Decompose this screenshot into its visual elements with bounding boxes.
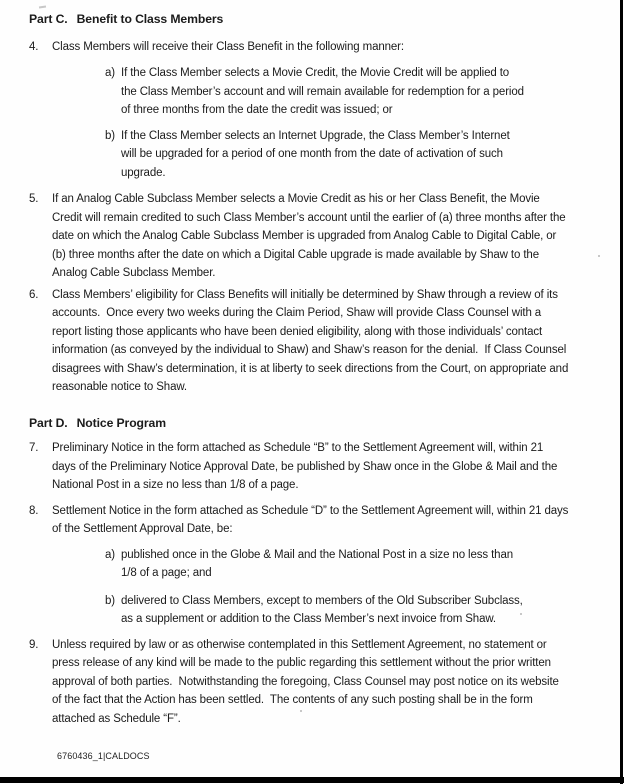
- scan-speckle: [598, 255, 600, 257]
- section-label: Part D.: [29, 415, 68, 430]
- subitem-text: If the Class Member selects an Internet Upgrade, the Class Member’s Internet will be upgraded for a period of one month from the date of activation of such upgrade.: [121, 129, 513, 179]
- paragraph-8: [29, 502, 570, 539]
- scan-speckle: [300, 710, 302, 712]
- subitem-text: delivered to Class Members, except to members of the Old Subscriber Subclass, as a supplement or addition to the Class Member’s next invoice from Shaw.: [121, 594, 526, 625]
- section-label: Part C.: [29, 12, 68, 26]
- subitem-letter: b): [105, 129, 115, 142]
- paragraph-text: Preliminary Notice in the form attached as Schedule “B” to the Settlement Agreement will, within 21 days of the Preliminary Notice Approval Date, be published by Shaw once in the Globe & Mail and the National Post in a size no less than 1/8 of a page.: [52, 442, 561, 491]
- paragraph-7: [29, 439, 570, 495]
- paragraph-number: 5.: [29, 193, 39, 205]
- paragraph-text: Class Members will receive their Class Benefit in the following manner:: [52, 40, 404, 53]
- paragraph-text: Unless required by law or as otherwise contemplated in this Settlement Agreement, no statement or press release of any kind will be made to the public regarding this settlement without the prior written approval of both parties. Notwithstanding the foregoing, Class Counsel may post notice on its website of the fact that the Action has been settled. The contents of any such posting shall be in the form attached as Schedule “F”.: [52, 638, 562, 725]
- section-heading-part-c: [29, 10, 594, 29]
- scan-edge-right: [620, 0, 623, 784]
- paragraph-5: [29, 190, 570, 283]
- section-title: Benefit to Class Members: [76, 12, 224, 26]
- subitem-letter: b): [105, 594, 115, 607]
- subitem-8b: [105, 592, 526, 629]
- subitem-text: If the Class Member selects a Movie Credit, the Movie Credit will be applied to the Class Member’s account and will remain available for redemption for a period of three months from the date the credit was issued; or: [121, 67, 527, 116]
- paragraph-6: [29, 286, 570, 397]
- paragraph-text: Settlement Notice in the form attached as Schedule “D” to the Settlement Agreement will, within 21 days of the Settlement Approval Date, be:: [52, 504, 572, 535]
- subitem-4a: [105, 64, 526, 120]
- subitem-8a: [105, 546, 526, 583]
- paragraph-text: Class Members’ eligibility for Class Benefits will initially be determined by Shaw through a review of its accounts. Once every two weeks during the Claim Period, Shaw will provide Class Counsel with a report listing those applicants who have been denied eligibility, along with those individuals’ contact information (as conveyed by the individual to Shaw) and Shaw’s reason for the denial. If Class Counsel disagrees with Shaw’s determination, it is at liberty to seek directions from the Court, on appropriate and reasonable notice to Shaw.: [52, 288, 572, 393]
- paragraph-number: 6.: [29, 288, 39, 301]
- paragraph-number: 8.: [29, 504, 39, 517]
- document-id-footer: 6760436_1|CALDOCS: [57, 751, 150, 761]
- scan-edge-bottom: [0, 777, 624, 783]
- subitem-text: published once in the Globe & Mail and the National Post in a size no less than 1/8 of a page; and: [121, 548, 517, 579]
- subitem-4b: [105, 127, 526, 183]
- paragraph-text: If an Analog Cable Subclass Member selects a Movie Credit as his or her Class Benefit, the Movie Credit will remain credited to such Class Member’s account until the earlier of (a) three months after the date on which the Analog Cable Subclass Member is upgraded from Analog Cable to Digital Cable, or (b) three months after the date on which a Digital Cable upgrade is made available by Shaw to the Analog Cable Subclass Member.: [52, 193, 569, 279]
- paragraph-number: 4.: [29, 40, 39, 53]
- subitem-letter: a): [105, 548, 115, 561]
- scan-speckle: [520, 613, 522, 615]
- paragraph-number: 7.: [29, 442, 39, 454]
- section-title: Notice Program: [76, 415, 166, 430]
- section-heading-part-d: [29, 414, 594, 433]
- paragraph-4: [29, 38, 570, 57]
- paragraph-9: [29, 636, 570, 729]
- paragraph-number: 9.: [29, 638, 39, 651]
- subitem-letter: a): [105, 67, 115, 79]
